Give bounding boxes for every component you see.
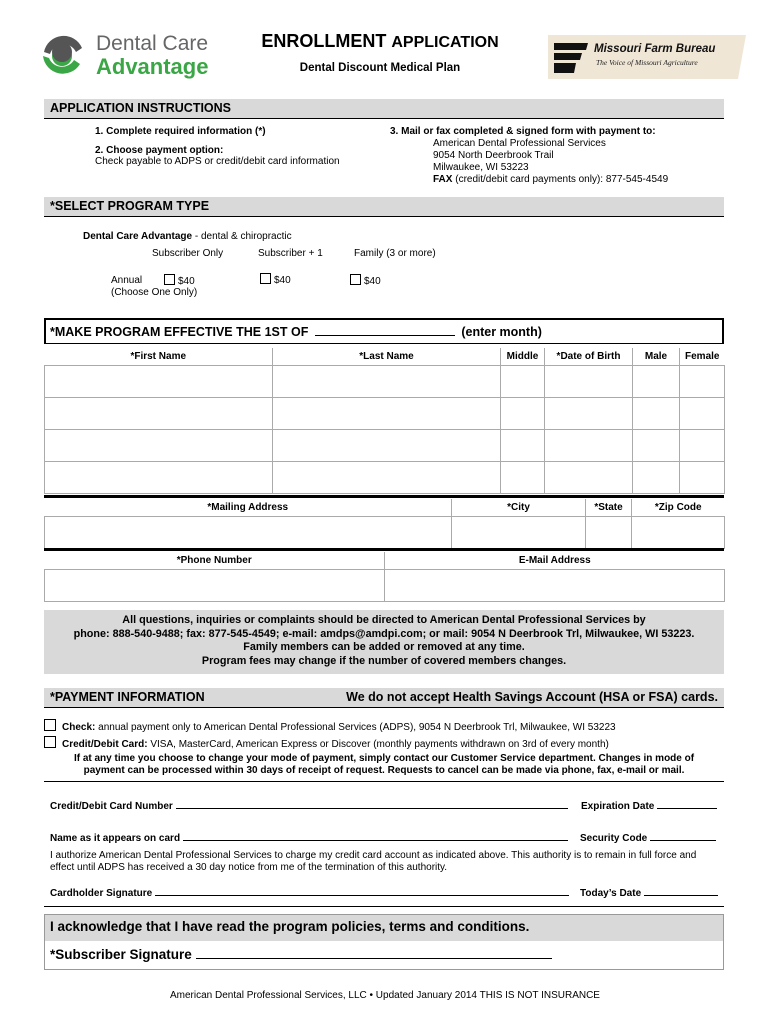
check-text: annual payment only to American Dental Professional Services (ADPS), 9054 N Deerbrook Trl, Milwaukee, WI 53223 xyxy=(98,722,616,733)
acknowledgement-box xyxy=(44,914,724,970)
effective-date-suffix: (enter month) xyxy=(461,325,542,339)
card-number-label: Credit/Debit Card Number xyxy=(50,801,173,812)
members-header-row xyxy=(45,348,725,365)
logo-background-icon xyxy=(548,33,748,81)
member-row xyxy=(45,429,725,461)
check-option[interactable] xyxy=(44,719,616,733)
card-number-field[interactable] xyxy=(50,798,568,812)
cardholder-signature-label: Cardholder Signature xyxy=(50,888,153,899)
header-city: *City xyxy=(452,499,586,516)
security-code-label: Security Code xyxy=(580,833,648,844)
expiration-input[interactable] xyxy=(657,798,717,809)
expiration-label: Expiration Date xyxy=(581,801,655,812)
email-address-cell[interactable] xyxy=(385,569,725,601)
header-first-name: *First Name xyxy=(130,350,187,362)
card-label: Credit/Debit Card: xyxy=(62,739,148,750)
header-mailing-address: *Mailing Address xyxy=(207,501,289,513)
header-zip-code: *Zip Code xyxy=(632,499,725,516)
fax-text: (credit/debit card payments only): 877-545-4549 xyxy=(455,174,669,185)
todays-date-input[interactable] xyxy=(644,885,718,896)
check-label: Check: xyxy=(62,722,96,733)
notice-line-2: phone: 888-540-9488; fax: 877-545-4549; e-mail: amdps@amdpi.com; or mail: 9054 N Deerbrook Trl, Milwaukee, WI 53223. xyxy=(73,627,695,640)
logo-line-1: Dental Care xyxy=(96,32,209,55)
address-header-row xyxy=(45,499,725,516)
card-name-input[interactable] xyxy=(183,830,568,841)
middle-cell[interactable] xyxy=(501,365,545,397)
first-name-cell[interactable] xyxy=(45,461,273,493)
instruction-step-2-detail: Check payable to ADPS or credit/debit card information xyxy=(95,156,340,167)
mailing-address-cell[interactable] xyxy=(45,516,452,548)
fax-label: FAX xyxy=(433,174,453,185)
card-checkbox[interactable] xyxy=(44,736,56,748)
middle-cell[interactable] xyxy=(501,397,545,429)
first-name-cell[interactable] xyxy=(45,429,273,461)
cardholder-signature-field[interactable] xyxy=(50,885,569,899)
first-name-cell[interactable] xyxy=(45,365,273,397)
family-price: $40 xyxy=(364,276,381,287)
title-part-1: ENROLLMENT xyxy=(261,31,387,51)
phone-divider xyxy=(44,548,724,551)
address-table xyxy=(44,499,725,549)
header-female: Female xyxy=(680,348,725,365)
logo-line-2: Advantage xyxy=(96,54,209,79)
subscriber-only-price: $40 xyxy=(178,276,195,287)
header-email-address: E-Mail Address xyxy=(385,552,725,569)
effective-month-input[interactable] xyxy=(315,324,455,336)
member-row xyxy=(45,397,725,429)
option-subscriber-plus-one[interactable] xyxy=(260,273,291,286)
first-name-cell[interactable] xyxy=(45,397,273,429)
plan-description: - dental & chiropractic xyxy=(194,231,292,242)
middle-cell[interactable] xyxy=(501,429,545,461)
male-cell[interactable] xyxy=(633,461,680,493)
subscriber-signature-input[interactable] xyxy=(196,945,552,959)
header-male: Male xyxy=(633,348,680,365)
members-table xyxy=(44,348,725,494)
mailing-address-line-2: 9054 North Deerbrook Trail xyxy=(433,150,554,161)
contact-table xyxy=(44,552,725,602)
check-checkbox[interactable] xyxy=(44,719,56,731)
header-state: *State xyxy=(586,499,632,516)
female-cell[interactable] xyxy=(680,397,725,429)
change-note-line-1: If at any time you choose to change your mode of payment, simply contact our Customer Service department. Changes in mode of xyxy=(73,753,695,764)
card-number-input[interactable] xyxy=(176,798,568,809)
address-row xyxy=(45,516,725,548)
mailing-address-line-1: American Dental Professional Services xyxy=(433,138,606,149)
family-checkbox[interactable] xyxy=(350,274,361,285)
header-middle: Middle xyxy=(501,348,545,365)
female-cell[interactable] xyxy=(680,461,725,493)
notice-line-4: Program fees may change if the number of covered members changes. xyxy=(201,654,567,667)
acknowledgement-text: I acknowledge that I have read the program policies, terms and conditions. xyxy=(45,915,723,941)
authorization-text xyxy=(50,850,720,874)
male-cell[interactable] xyxy=(633,365,680,397)
dob-cell[interactable] xyxy=(545,397,633,429)
fax-line xyxy=(433,174,668,185)
page-subtitle: Dental Discount Medical Plan xyxy=(299,62,461,74)
instruction-step-2-title: 2. Choose payment option: xyxy=(95,145,224,156)
annual-label: Annual xyxy=(111,275,143,286)
subscriber-signature-label: *Subscriber Signature xyxy=(50,947,192,962)
effective-date-box xyxy=(44,318,724,344)
contact-notice xyxy=(44,610,724,674)
authorization-line-1: I authorize American Dental Professional Services to charge my credit card account as indicated above. This authority is to remain in full force and xyxy=(50,850,697,861)
notice-line-3: Family members can be added or removed at any time. xyxy=(243,641,525,653)
state-cell[interactable] xyxy=(586,516,632,548)
member-row xyxy=(45,365,725,397)
middle-cell[interactable] xyxy=(501,461,545,493)
subscriber-only-checkbox[interactable] xyxy=(164,274,175,285)
option-family[interactable] xyxy=(350,274,381,287)
plan-name: Dental Care Advantage xyxy=(83,231,193,242)
male-cell[interactable] xyxy=(633,397,680,429)
payment-heading xyxy=(44,688,724,708)
tooth-arc-icon xyxy=(40,30,86,78)
dob-cell[interactable] xyxy=(545,461,633,493)
cardholder-signature-input[interactable] xyxy=(155,885,569,896)
phone-number-cell[interactable] xyxy=(45,569,385,601)
male-cell[interactable] xyxy=(633,429,680,461)
choose-one-note: (Choose One Only) xyxy=(111,287,198,298)
address-divider xyxy=(44,495,724,498)
card-name-field[interactable] xyxy=(50,830,568,844)
subscriber-plus-one-checkbox[interactable] xyxy=(260,273,271,284)
column-subscriber-plus-one: Subscriber + 1 xyxy=(258,248,323,259)
effective-date-label: *MAKE PROGRAM EFFECTIVE THE 1ST OF xyxy=(50,325,309,339)
missouri-farm-bureau-logo xyxy=(548,33,748,81)
card-text: VISA, MasterCard, American Express or Discover (monthly payments withdrawn on 3rd of every month) xyxy=(150,739,609,750)
mfb-name: Missouri Farm Bureau xyxy=(594,43,716,55)
todays-date-field[interactable] xyxy=(580,885,718,899)
header-date-of-birth: *Date of Birth xyxy=(545,348,633,365)
dob-cell[interactable] xyxy=(545,429,633,461)
page-title xyxy=(210,31,550,52)
female-cell[interactable] xyxy=(680,429,725,461)
dental-care-advantage-logo xyxy=(40,30,220,80)
last-name-cell[interactable] xyxy=(273,429,501,461)
last-name-cell[interactable] xyxy=(273,365,501,397)
change-note-line-2: payment can be processed within 30 days of receipt of request. Requests to cancel can be made via phone, fax, e-mail or mail. xyxy=(83,765,685,776)
instruction-step-3-title: 3. Mail or fax completed & signed form with payment to: xyxy=(390,126,656,137)
last-name-cell[interactable] xyxy=(273,461,501,493)
payment-change-note xyxy=(44,753,724,777)
mailing-address-line-3: Milwaukee, WI 53223 xyxy=(433,162,529,173)
instruction-step-1: 1. Complete required information (*) xyxy=(95,126,266,137)
mfb-tagline: The Voice of Missouri Agriculture xyxy=(596,58,698,67)
dob-cell[interactable] xyxy=(545,365,633,397)
expiration-field[interactable] xyxy=(581,798,717,812)
header-last-name: *Last Name xyxy=(273,348,501,365)
footer: American Dental Professional Services, LLC • Updated January 2014 THIS IS NOT INSURANCE xyxy=(170,990,600,1001)
member-row xyxy=(45,461,725,493)
column-subscriber-only: Subscriber Only xyxy=(152,248,224,259)
subscriber-plus-one-price: $40 xyxy=(274,275,291,286)
header-phone-number: *Phone Number xyxy=(176,554,252,566)
card-name-label: Name as it appears on card xyxy=(50,833,181,844)
zip-code-cell[interactable] xyxy=(632,516,725,548)
contact-row xyxy=(45,569,725,601)
notice-line-1: All questions, inquiries or complaints should be directed to American Dental Professional Services by xyxy=(122,614,646,626)
column-family: Family (3 or more) xyxy=(354,248,436,259)
authorization-line-2: effect until ADPS has received a 30 day notice from me of the termination of this authority. xyxy=(50,862,448,873)
option-subscriber-only[interactable] xyxy=(164,274,195,287)
card-option[interactable] xyxy=(44,736,609,750)
program-heading: *SELECT PROGRAM TYPE xyxy=(44,197,724,217)
contact-header-row xyxy=(45,552,725,569)
hsa-note: We do not accept Health Savings Account (HSA or FSA) cards. xyxy=(346,690,718,704)
todays-date-label: Today’s Date xyxy=(580,888,642,899)
payment-heading-label: *PAYMENT INFORMATION xyxy=(50,690,205,704)
security-code-field[interactable] xyxy=(580,830,716,844)
last-name-cell[interactable] xyxy=(273,397,501,429)
subscriber-signature-field[interactable] xyxy=(45,941,723,966)
city-cell[interactable] xyxy=(452,516,586,548)
security-code-input[interactable] xyxy=(650,830,716,841)
instructions-heading: APPLICATION INSTRUCTIONS xyxy=(44,99,724,119)
plan-line xyxy=(83,231,292,242)
female-cell[interactable] xyxy=(680,365,725,397)
title-part-2: APPLICATION xyxy=(391,34,499,51)
